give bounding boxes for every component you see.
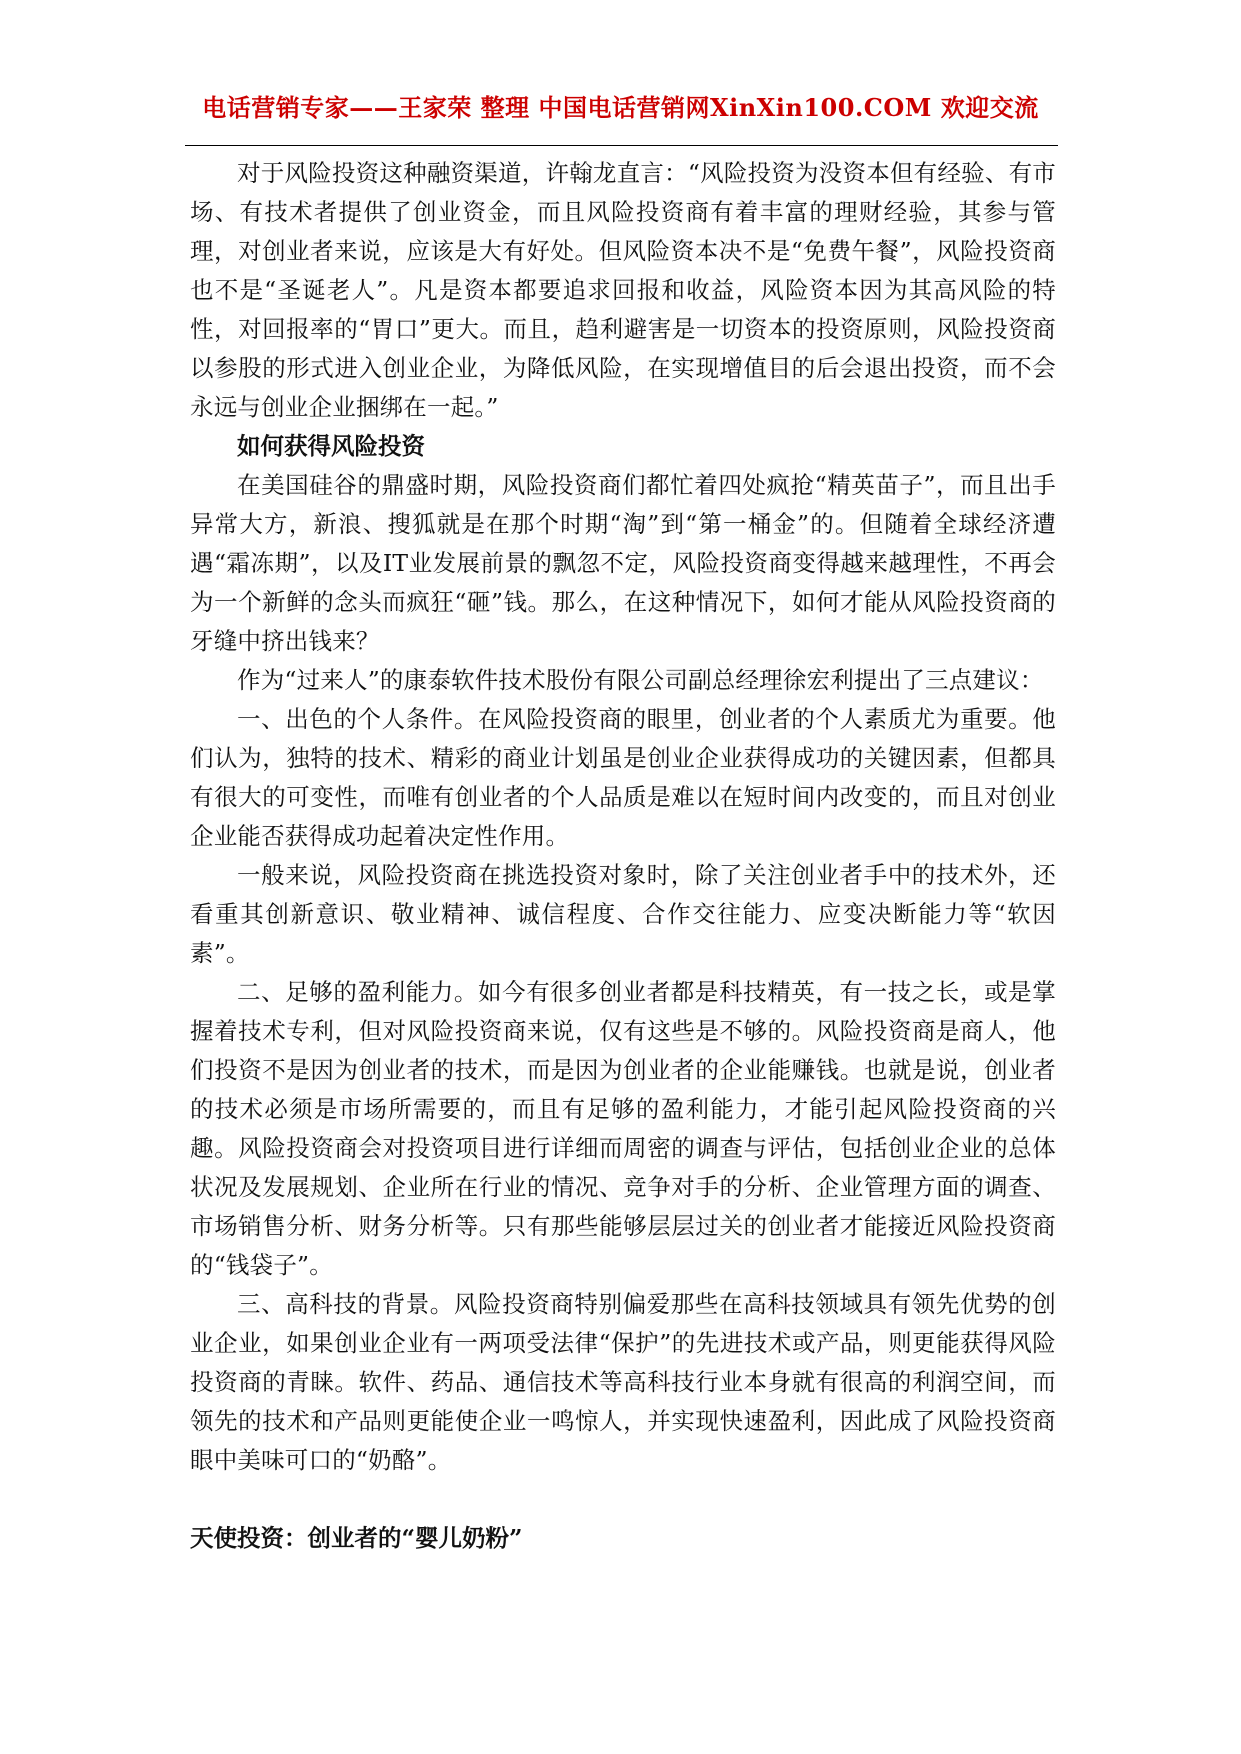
paragraph: 作为“过来人”的康泰软件技术股份有限公司副总经理徐宏利提出了三点建议： — [237, 666, 1044, 694]
paragraph: 一般来说，风险投资商在挑选投资对象时，除了关注创业者手中的技术外，还看重其创新意识、敬业精神、诚信程度、合作交往能力、应变决断能力等“软因素”。 — [190, 861, 1056, 967]
paragraph: 二、足够的盈利能力。如今有很多创业者都是科技精英，有一技之长，或是掌握着技术专利，但对风险投资商来说，仅有这些是不够的。风险投资商是商人，他们投资不是因为创业者的技术，而是因为创业者的企业能赚钱。也就是说，创业者的技术必须是市场所需要的，而且有足够的盈利能力，才能引起风险投资商的兴趣。风险投资商会对投资项目进行详细而周密的调查与评估，包括创业企业的总体状况及发展规划、企业所在行业的情况、竞争对手的分析、企业管理方面的调查、市场销售分析、财务分析等。只有那些能够层层过关的创业者才能接近风险投资商的“钱袋子”。 — [190, 978, 1056, 1279]
paragraph: 一、出色的个人条件。在风险投资商的眼里，创业者的个人素质尤为重要。他们认为，独特的技术、精彩的商业计划虽是创业企业获得成功的关键因素，但都具有很大的可变性，而唯有创业者的个人品质是难以在短时间内改变的，而且对创业企业能否获得成功起着决定性作用。 — [190, 705, 1056, 850]
document-body — [190, 154, 1056, 1558]
paragraph: 三、高科技的背景。风险投资商特别偏爱那些在高科技领域具有领先优势的创业企业，如果创业企业有一两项受法律“保护”的先进技术或产品，则更能获得风险投资商的青睐。软件、药品、通信技术等高科技行业本身就有很高的利润空间，而领先的技术和产品则更能使企业一鸣惊人，并实现快速盈利，因此成了风险投资商眼中美味可口的“奶酪”。 — [190, 1290, 1056, 1474]
header-divider — [185, 145, 1058, 146]
paragraph: 在美国硅谷的鼎盛时期，风险投资商们都忙着四处疯抢“精英苗子”，而且出手异常大方，新浪、搜狐就是在那个时期“淘”到“第一桶金”的。但随着全球经济遭遇“霜冻期”，以及IT业发展前景的飘忽不定，风险投资商变得越来越理性，不再会为一个新鲜的念头而疯狂“砸”钱。那么，在这种情况下，如何才能从风险投资商的牙缝中挤出钱来？ — [190, 471, 1056, 655]
page-header: 电话营销专家——王家荣 整理 中国电话营销网XinXin100.COM 欢迎交流 — [202, 93, 1039, 122]
paragraph: 对于风险投资这种融资渠道，许翰龙直言：“风险投资为没资本但有经验、有市场、有技术者提供了创业资金，而且风险投资商有着丰富的理财经验，其参与管理，对创业者来说，应该是大有好处。但风险资本决不是“免费午餐”，风险投资商也不是“圣诞老人”。凡是资本都要追求回报和收益，风险资本因为其高风险的特性，对回报率的“胃口”更大。而且，趋利避害是一切资本的投资原则，风险投资商以参股的形式进入创业企业，为降低风险，在实现增值目的后会退出投资，而不会永远与创业企业捆绑在一起。” — [190, 159, 1056, 421]
section-heading: 天使投资：创业者的“婴儿奶粉” — [190, 1524, 523, 1552]
subheading: 如何获得风险投资 — [237, 432, 425, 460]
